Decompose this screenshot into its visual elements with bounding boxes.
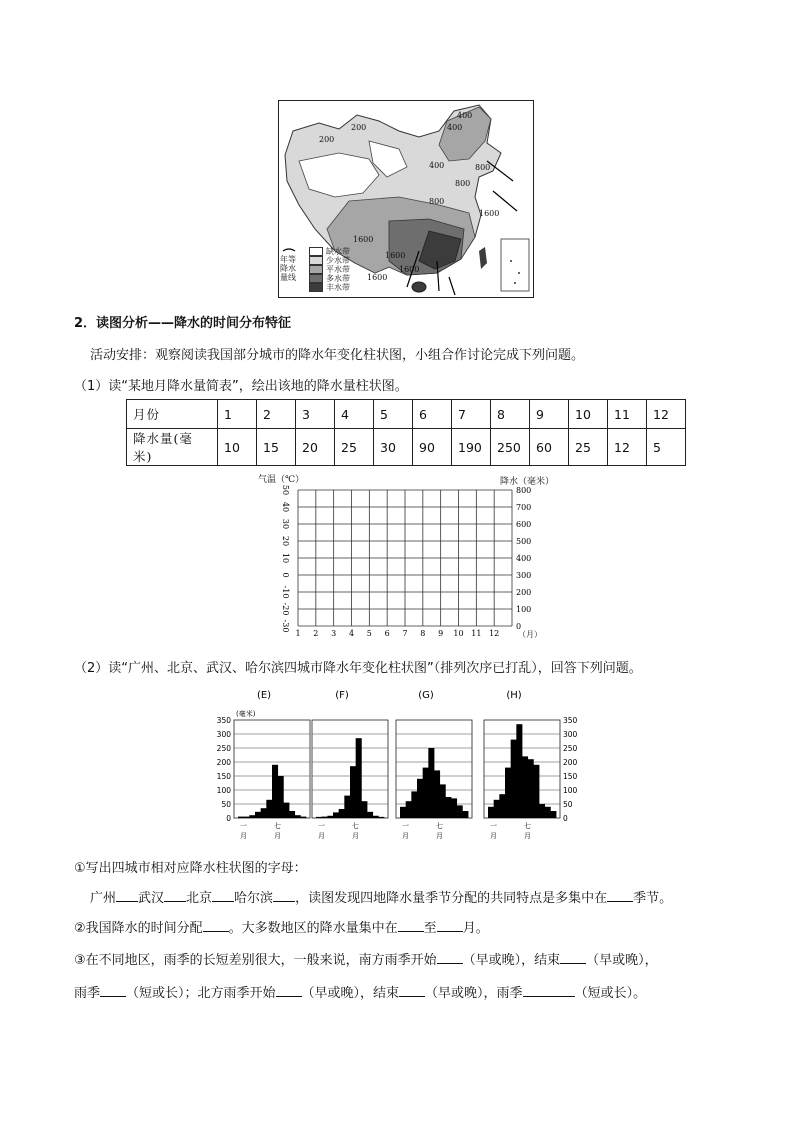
table-cell: 10	[218, 429, 257, 466]
text: 月。	[462, 921, 489, 936]
blank-beijing[interactable]	[212, 889, 234, 902]
chart-xlabel: 七	[274, 822, 281, 830]
chart-xlabel: 月	[352, 832, 359, 840]
blank-north-start[interactable]	[276, 984, 302, 997]
precip-bar	[300, 817, 306, 818]
chart-xlabel: 月	[524, 832, 531, 840]
grid-x-tick: 5	[366, 629, 372, 638]
table-cell: 25	[569, 429, 608, 466]
grid-right-tick: 800	[516, 486, 532, 495]
chart-ytick: 0	[226, 814, 231, 823]
grid-x-tick: 10	[453, 629, 464, 638]
precip-bar	[289, 811, 295, 818]
precip-bar	[344, 796, 350, 818]
grid-x-tick: 11	[471, 629, 482, 638]
precip-bar	[494, 800, 500, 818]
precip-bar	[261, 808, 267, 818]
precip-bar	[505, 768, 511, 818]
precip-bar	[411, 791, 417, 818]
blank-distribution[interactable]	[203, 919, 229, 932]
precip-bar	[361, 801, 367, 818]
legend-label: 缺水带	[326, 247, 350, 256]
grid-lines	[258, 472, 558, 642]
grid-left-tick: -10	[281, 585, 290, 599]
contour-label: 800	[475, 163, 491, 172]
chart-ytick: 50	[563, 800, 573, 809]
activity-text: 活动安排：观察阅读我国部分城市的降水年变化柱状图，小组合作讨论完成下列问题。	[90, 348, 585, 363]
grid-x-tick: 7	[402, 629, 408, 638]
chart-ytick: 350	[216, 716, 231, 725]
chart-ytick: 350	[563, 716, 578, 725]
blank-climate-grid	[258, 472, 558, 642]
precip-bar	[327, 816, 333, 818]
precip-bar	[462, 811, 468, 818]
precip-bar	[316, 817, 322, 818]
precip-bar	[295, 815, 301, 818]
chart-xlabel: 一	[402, 822, 409, 830]
table-row	[127, 400, 686, 429]
legend-swatch	[309, 283, 323, 292]
label-harbin: 哈尔滨	[234, 891, 274, 906]
table-cell: 6	[413, 400, 452, 429]
contour-label: 800	[429, 197, 445, 206]
legend-title: 年等降水量线	[280, 255, 296, 282]
precip-bar	[445, 797, 451, 818]
grid-left-tick: 30	[281, 518, 290, 530]
precip-bar	[451, 798, 457, 818]
text: （早或晚），结束	[301, 986, 400, 1001]
monthly-precipitation-table	[126, 399, 686, 466]
blank-north-length[interactable]	[523, 984, 575, 997]
chart-xlabel: 月	[274, 832, 281, 840]
chart-xlabel: 月	[318, 832, 325, 840]
grid-left-tick: 50	[281, 484, 290, 496]
question-a-line	[90, 887, 672, 906]
text: 至	[423, 921, 437, 936]
table-cell: 5	[374, 400, 413, 429]
precip-bar	[350, 766, 356, 818]
label-guangzhou: 广州	[90, 891, 117, 906]
chart-xlabel: 一	[490, 822, 497, 830]
grid-right-tick: 600	[516, 520, 532, 529]
table-row	[127, 429, 686, 466]
chart-ytick: 200	[216, 758, 231, 767]
precip-bar	[278, 776, 284, 818]
table-cell: 3	[296, 400, 335, 429]
blank-wuhan[interactable]	[164, 889, 186, 902]
text: 。大多数地区的降水量集中在	[228, 921, 398, 936]
precip-bar	[255, 812, 261, 818]
contour-label: 800	[455, 179, 471, 188]
grid-left-tick: 40	[281, 501, 290, 513]
china-precipitation-map	[278, 100, 534, 298]
precip-bar	[283, 803, 289, 818]
chart-ytick: 50	[221, 800, 231, 809]
chart-ytick: 150	[216, 772, 231, 781]
grid-right-title: 降水（毫米）	[500, 477, 555, 487]
precip-bar	[522, 756, 528, 818]
label-wuhan: 武汉	[138, 891, 165, 906]
contour-label: 400	[457, 111, 473, 120]
precip-bar	[516, 724, 522, 818]
contour-label: 200	[351, 123, 367, 132]
precip-bar	[367, 812, 373, 818]
blank-season[interactable]	[607, 889, 633, 902]
question-b-line	[74, 917, 489, 936]
grid-x-tick: 12	[489, 629, 500, 638]
table-cell: 90	[413, 429, 452, 466]
chart-ytick: 100	[563, 786, 578, 795]
contour-label: 400	[447, 123, 463, 132]
table-cell: 5	[647, 429, 686, 466]
grid-right-tick: 100	[516, 605, 532, 614]
grid-x-unit: （月）	[518, 630, 542, 639]
precip-bar	[339, 809, 345, 818]
grid-x-tick: 1	[295, 629, 301, 638]
chart-xlabel: 月	[402, 832, 409, 840]
grid-right-tick: 400	[516, 554, 532, 563]
table-cell: 7	[452, 400, 491, 429]
table-cell: 250	[491, 429, 530, 466]
table-cell: 15	[257, 429, 296, 466]
table-cell: 1	[218, 400, 257, 429]
blank-to-month[interactable]	[437, 919, 463, 932]
contour-label: 400	[429, 161, 445, 170]
chart-ytick: 300	[216, 730, 231, 739]
chart-ytick: 300	[563, 730, 578, 739]
table-header: 降水量(毫米)	[127, 429, 218, 466]
grid-left-tick: 0	[281, 572, 290, 578]
contour-label: 1600	[399, 265, 420, 274]
contour-label: 1600	[385, 251, 406, 260]
question-c-line2	[74, 982, 646, 1001]
precip-bar	[499, 794, 505, 818]
precip-bar	[244, 817, 250, 818]
precip-bar	[440, 784, 446, 818]
chart-ytick: 250	[216, 744, 231, 753]
chart-ytick: 200	[563, 758, 578, 767]
table-cell: 30	[374, 429, 413, 466]
table-cell: 10	[569, 400, 608, 429]
precip-bar	[533, 765, 539, 818]
chart-ylabel: (毫米)	[236, 710, 256, 718]
grid-right-tick: 200	[516, 588, 532, 597]
question-1: （1）读“某地月降水量简表”，绘出该地的降水量柱状图。	[74, 379, 408, 394]
table-cell: 190	[452, 429, 491, 466]
precip-bar	[545, 807, 551, 818]
table-cell: 4	[335, 400, 374, 429]
table-cell: 8	[491, 400, 530, 429]
grid-right-tick: 300	[516, 571, 532, 580]
contour-label: 200	[319, 135, 335, 144]
question-2: （2）读“广州、北京、武汉、哈尔滨四城市降水年变化柱状图”（排列次序已打乱），回答下列问题。	[74, 661, 642, 676]
chart-xlabel: 一	[240, 822, 247, 830]
chart-xlabel: 月	[490, 832, 497, 840]
table-cell: 11	[608, 400, 647, 429]
grid-right-tick: 0	[516, 622, 522, 631]
table-cell: 2	[257, 400, 296, 429]
question-a-title: ①写出四城市相对应降水柱状图的字母：	[74, 861, 307, 876]
legend-label: 少水带	[326, 256, 350, 265]
table-cell: 12	[608, 429, 647, 466]
chart-title: (G)	[418, 690, 434, 701]
blank-south-end[interactable]	[560, 951, 586, 964]
precip-bar	[400, 807, 406, 818]
precip-bar	[428, 748, 434, 818]
grid-x-tick: 3	[331, 629, 337, 638]
blank-guangzhou[interactable]	[116, 889, 138, 902]
text: （短或长）。	[574, 986, 647, 1001]
grid-right-tick: 500	[516, 537, 532, 546]
four-city-charts	[200, 686, 590, 846]
blank-from-month[interactable]	[398, 919, 424, 932]
legend-swatch	[309, 274, 323, 283]
text: 雨季	[74, 986, 101, 1001]
precip-bar	[539, 804, 545, 818]
text: （短或长）；北方雨季开始	[126, 986, 276, 1001]
map-legend	[309, 247, 350, 292]
precip-bar	[249, 815, 255, 818]
chart-ytick: 0	[563, 814, 568, 823]
blank-south-start[interactable]	[437, 951, 463, 964]
text: （早或晚），雨季	[425, 986, 523, 1001]
precip-bar	[423, 768, 429, 818]
text: （早或晚），	[586, 953, 658, 968]
question-c-line1	[74, 949, 658, 968]
legend-swatch	[309, 265, 323, 274]
chart-ytick: 250	[563, 744, 578, 753]
chart-xlabel: 月	[240, 832, 247, 840]
bar-charts	[200, 686, 590, 846]
grid-x-tick: 8	[420, 629, 426, 638]
chart-xlabel: 七	[436, 822, 443, 830]
grid-left-tick: 10	[281, 552, 290, 564]
chart-ytick: 100	[216, 786, 231, 795]
precip-bar	[373, 816, 379, 818]
grid-right-tick: 700	[516, 503, 532, 512]
precip-bar	[356, 738, 362, 818]
precip-bar	[378, 817, 384, 818]
blank-north-end[interactable]	[399, 984, 425, 997]
chart-xlabel: 七	[352, 822, 359, 830]
legend-swatch	[309, 256, 323, 265]
section-title: 2．读图分析——降水的时间分布特征	[74, 316, 292, 331]
grid-x-tick: 9	[438, 629, 444, 638]
chart-title: (H)	[506, 690, 522, 701]
text: （早或晚），结束	[462, 953, 561, 968]
grid-x-tick: 4	[348, 629, 355, 638]
precip-bar	[528, 759, 534, 818]
chart-title: (F)	[335, 690, 349, 701]
precip-bar	[333, 812, 339, 818]
precip-bar	[417, 779, 423, 818]
grid-left-tick: 20	[281, 535, 290, 547]
table-cell: 9	[530, 400, 569, 429]
chart-xlabel: 月	[436, 832, 443, 840]
text: 季节。	[633, 891, 673, 906]
precip-bar	[550, 811, 556, 818]
legend-label: 多水带	[326, 274, 350, 283]
table-header: 月份	[127, 400, 218, 429]
label-beijing: 北京	[186, 891, 213, 906]
legend-label: 丰水带	[326, 283, 350, 292]
blank-south-length[interactable]	[100, 984, 126, 997]
precip-bar	[272, 765, 278, 818]
blank-harbin[interactable]	[273, 889, 295, 902]
grid-x-tick: 2	[313, 629, 319, 638]
precip-bar	[488, 807, 494, 818]
table-cell: 12	[647, 400, 686, 429]
precip-bar	[434, 770, 440, 818]
contour-label: 1600	[479, 209, 500, 218]
contour-label: 1600	[367, 273, 388, 282]
chart-xlabel: 七	[524, 822, 531, 830]
precip-bar	[511, 740, 517, 818]
grid-left-tick: -30	[281, 619, 290, 633]
legend-label: 平水带	[326, 265, 350, 274]
precip-bar	[457, 805, 463, 818]
table-cell: 25	[335, 429, 374, 466]
text: ②我国降水的时间分配	[74, 921, 203, 936]
precip-bar	[406, 801, 412, 818]
contour-label: 1600	[353, 235, 374, 244]
grid-left-title: 气温（℃）	[258, 475, 305, 485]
text: ③在不同地区，雨季的长短差别很大，一般来说，南方雨季开始	[74, 953, 437, 968]
chart-title: (E)	[256, 690, 272, 701]
text: ，读图发现四地降水量季节分配的共同特点是多集中在	[295, 891, 608, 906]
chart-xlabel: 一	[318, 822, 325, 830]
legend-swatch	[309, 247, 323, 256]
precip-bar	[322, 817, 328, 818]
chart-ytick: 150	[563, 772, 578, 781]
grid-x-tick: 6	[384, 629, 390, 638]
table-cell: 20	[296, 429, 335, 466]
table-cell: 60	[530, 429, 569, 466]
precip-bar	[238, 817, 244, 818]
precip-bar	[266, 800, 272, 818]
grid-left-tick: -20	[281, 602, 290, 616]
